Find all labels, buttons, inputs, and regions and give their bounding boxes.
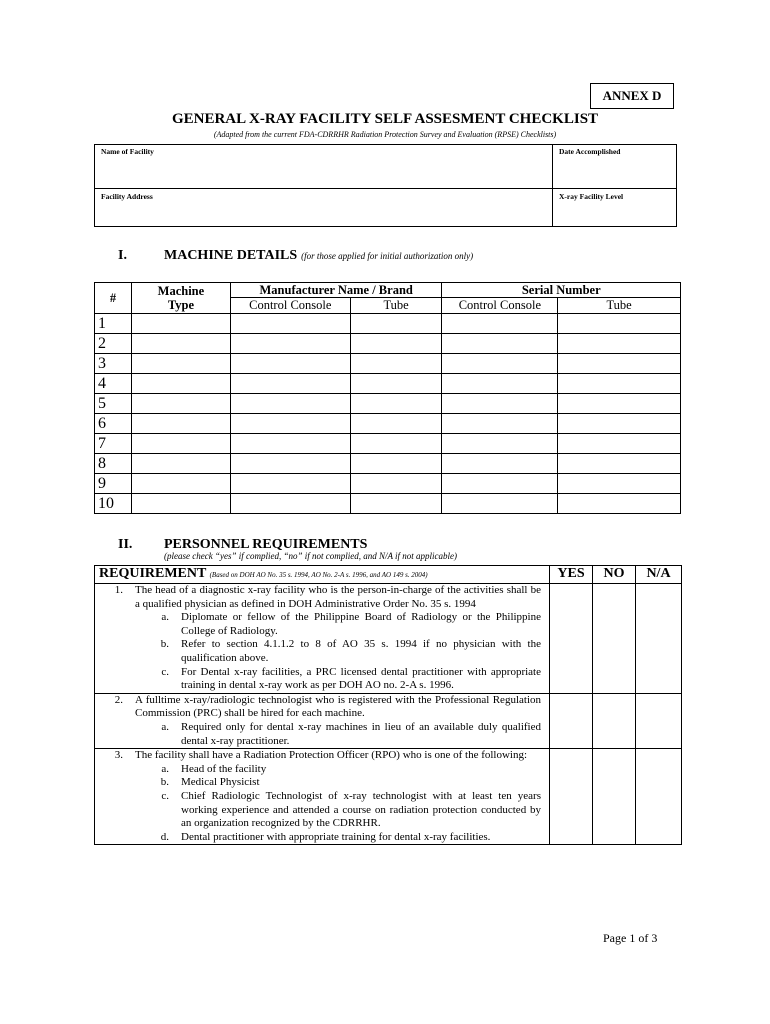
table-row [95, 414, 681, 434]
document-subtitle: (Adapted from the current FDA-CDRRHR Radiation Protection Survey and Evaluation (RPSE) Checklists) [213, 130, 557, 139]
entry-cell[interactable] [558, 334, 681, 354]
personnel-requirements-table [94, 565, 682, 845]
na-check-cell[interactable] [636, 693, 682, 748]
row-number: 9 [95, 474, 132, 494]
sub-item-text: Medical Physicist [181, 776, 260, 789]
facility-info-box [94, 144, 677, 227]
entry-cell[interactable] [558, 494, 681, 514]
entry-cell[interactable] [131, 394, 230, 414]
row-number: 4 [95, 374, 132, 394]
entry-cell[interactable] [230, 494, 350, 514]
yes-check-cell[interactable] [550, 584, 593, 694]
section1-title: MACHINE DETAILS [164, 248, 298, 263]
entry-cell[interactable] [442, 414, 558, 434]
sub-item-letter: a. [161, 720, 169, 733]
row-number: 7 [95, 434, 132, 454]
row-number: 2 [95, 334, 132, 354]
requirement-text: The head of a diagnostic x-ray facility who is the person-in-charge of the activities shall be a qualified physician as defined in DOH Administrative Order No. 35 s. 1994 [135, 584, 541, 610]
table-row [95, 314, 681, 334]
entry-cell[interactable] [230, 414, 350, 434]
entry-cell[interactable] [350, 434, 442, 454]
row-number: 1 [95, 314, 132, 334]
entry-cell[interactable] [558, 374, 681, 394]
entry-cell[interactable] [131, 454, 230, 474]
sub-item-letter: a. [161, 611, 169, 624]
requirement-header: REQUIREMENT [99, 566, 207, 581]
section2-number-wrap [118, 535, 132, 553]
table-row [95, 494, 681, 514]
sub-control-console: Control Console [230, 298, 350, 314]
sub-item-text: Diplomate or fellow of the Philippine Board of Radiology or the Philippine College of Radiology. [181, 611, 541, 637]
entry-cell[interactable] [558, 394, 681, 414]
entry-cell[interactable] [230, 374, 350, 394]
entry-cell[interactable] [442, 374, 558, 394]
entry-cell[interactable] [350, 334, 442, 354]
sub-item-letter: c. [161, 789, 169, 802]
entry-cell[interactable] [230, 314, 350, 334]
entry-cell[interactable] [442, 394, 558, 414]
entry-cell[interactable] [558, 454, 681, 474]
row-number: 3 [95, 354, 132, 374]
table-row [95, 454, 681, 474]
requirement-header-cell [95, 566, 550, 584]
entry-cell[interactable] [350, 354, 442, 374]
entry-cell[interactable] [350, 454, 442, 474]
entry-cell[interactable] [558, 434, 681, 454]
entry-cell[interactable] [350, 474, 442, 494]
requirement-row [95, 584, 682, 694]
entry-cell[interactable] [131, 354, 230, 374]
row-number: 5 [95, 394, 132, 414]
section1-number: I. [118, 248, 127, 263]
entry-cell[interactable] [442, 434, 558, 454]
entry-cell[interactable] [442, 314, 558, 334]
requirement-text: A fulltime x-ray/radiologic technologist who is registered with the Professional Regulation Commission (PRC) shall be hired for each machine. [135, 693, 541, 720]
requirement-cell [95, 693, 550, 748]
requirement-number: 2. [114, 693, 123, 706]
entry-cell[interactable] [131, 494, 230, 514]
sub-tube: Tube [558, 298, 681, 314]
table-row [95, 354, 681, 374]
machine-details-table [94, 282, 681, 514]
entry-cell[interactable] [131, 334, 230, 354]
entry-cell[interactable] [230, 454, 350, 474]
annex-label: ANNEX D [590, 83, 674, 109]
page-number: Page 1 of 3 [603, 931, 658, 945]
yes-header: YES [550, 566, 593, 584]
table-row [95, 394, 681, 414]
section2-number: II. [118, 537, 133, 552]
no-check-cell[interactable] [593, 584, 636, 694]
facility-address-label: Facility Address [101, 192, 153, 201]
col-serial-header: Serial Number [442, 283, 681, 298]
entry-cell[interactable] [131, 414, 230, 434]
requirement-row [95, 749, 682, 845]
entry-cell[interactable] [350, 414, 442, 434]
na-header: N/A [636, 566, 682, 584]
entry-cell[interactable] [131, 474, 230, 494]
entry-cell[interactable] [558, 414, 681, 434]
entry-cell[interactable] [558, 474, 681, 494]
entry-cell[interactable] [558, 354, 681, 374]
col-machine-type-header: Machine Type [131, 283, 230, 314]
na-check-cell[interactable] [636, 749, 682, 845]
sub-item-letter: a. [161, 762, 169, 775]
entry-cell[interactable] [350, 314, 442, 334]
entry-cell[interactable] [442, 454, 558, 474]
entry-cell[interactable] [350, 374, 442, 394]
entry-cell[interactable] [131, 314, 230, 334]
requirement-number: 1. [114, 584, 123, 596]
entry-cell[interactable] [131, 374, 230, 394]
entry-cell[interactable] [230, 394, 350, 414]
col-manufacturer-header: Manufacturer Name / Brand [230, 283, 442, 298]
requirement-number: 3. [114, 749, 123, 762]
sub-item-text: For Dental x-ray facilities, a PRC licensed dental practitioner with appropriate training in dental x-ray work as per DOH AO no. 2-A s. 1996. [181, 665, 541, 692]
entry-cell[interactable] [442, 354, 558, 374]
requirement-text: The facility shall have a Radiation Protection Officer (RPO) who is one of the following: [135, 749, 528, 762]
sub-item-text: Required only for dental x-ray machines in lieu of an available duly qualified dental x-ray practitioner. [181, 720, 541, 747]
sub-control-console: Control Console [442, 298, 558, 314]
no-check-cell[interactable] [593, 693, 636, 748]
section2-title: PERSONNEL REQUIREMENTS [164, 537, 368, 552]
table-row [95, 474, 681, 494]
yes-check-cell[interactable] [550, 693, 593, 748]
date-accomplished-label: Date Accomplished [559, 147, 621, 156]
yes-check-cell[interactable] [550, 749, 593, 845]
facility-name-label: Name of Facility [101, 147, 154, 156]
col-number-header: # [95, 283, 132, 314]
entry-cell[interactable] [230, 434, 350, 454]
requirement-cell [95, 749, 550, 845]
table-row [95, 434, 681, 454]
sub-item-letter: b. [160, 638, 169, 651]
section1-note: (for those applied for initial authorization only) [301, 251, 474, 261]
sub-item-text: Dental practitioner with appropriate training for dental x-ray facilities. [181, 830, 491, 843]
sub-item-letter: d. [160, 830, 169, 843]
entry-cell[interactable] [558, 314, 681, 334]
sub-item-text: Head of the facility [181, 762, 267, 775]
document-title: GENERAL X-RAY FACILITY SELF ASSESMENT CHECKLIST [171, 111, 599, 127]
row-number: 6 [95, 414, 132, 434]
sub-item-letter: c. [161, 665, 169, 678]
requirement-row [95, 693, 682, 748]
row-number: 10 [95, 494, 132, 514]
entry-cell[interactable] [131, 434, 230, 454]
entry-cell[interactable] [442, 494, 558, 514]
facility-level-label: X-ray Facility Level [559, 192, 624, 201]
row-number: 8 [95, 454, 132, 474]
na-check-cell[interactable] [636, 584, 682, 694]
entry-cell[interactable] [230, 474, 350, 494]
sub-item-letter: b. [160, 776, 169, 789]
table-row [95, 374, 681, 394]
entry-cell[interactable] [350, 394, 442, 414]
entry-cell[interactable] [442, 334, 558, 354]
entry-cell[interactable] [442, 474, 558, 494]
requirement-cell [95, 584, 550, 694]
sub-item-text: Chief Radiologic Technologist of x-ray technologist with at least ten years working experience and attended a course on radiation protection conducted by an organization recognized by the CDRRHR. [181, 789, 541, 830]
section1-heading [118, 246, 127, 264]
requirement-basis: (Based on DOH AO No. 35 s. 1994, AO No. 2-A s. 1996, and AO 149 s. 2004) [209, 571, 428, 579]
sub-item-text: Refer to section 4.1.1.2 to 8 of AO 35 s. 1994 if no physician with the qualification above. [181, 638, 541, 664]
no-check-cell[interactable] [593, 749, 636, 845]
entry-cell[interactable] [230, 334, 350, 354]
sub-tube: Tube [350, 298, 442, 314]
section2-note: (please check “yes” if complied, “no” if not complied, and N/A if not applicable) [164, 551, 458, 561]
entry-cell[interactable] [350, 494, 442, 514]
no-header: NO [593, 566, 636, 584]
section1-title-wrap [164, 246, 473, 264]
entry-cell[interactable] [230, 354, 350, 374]
table-row [95, 334, 681, 354]
